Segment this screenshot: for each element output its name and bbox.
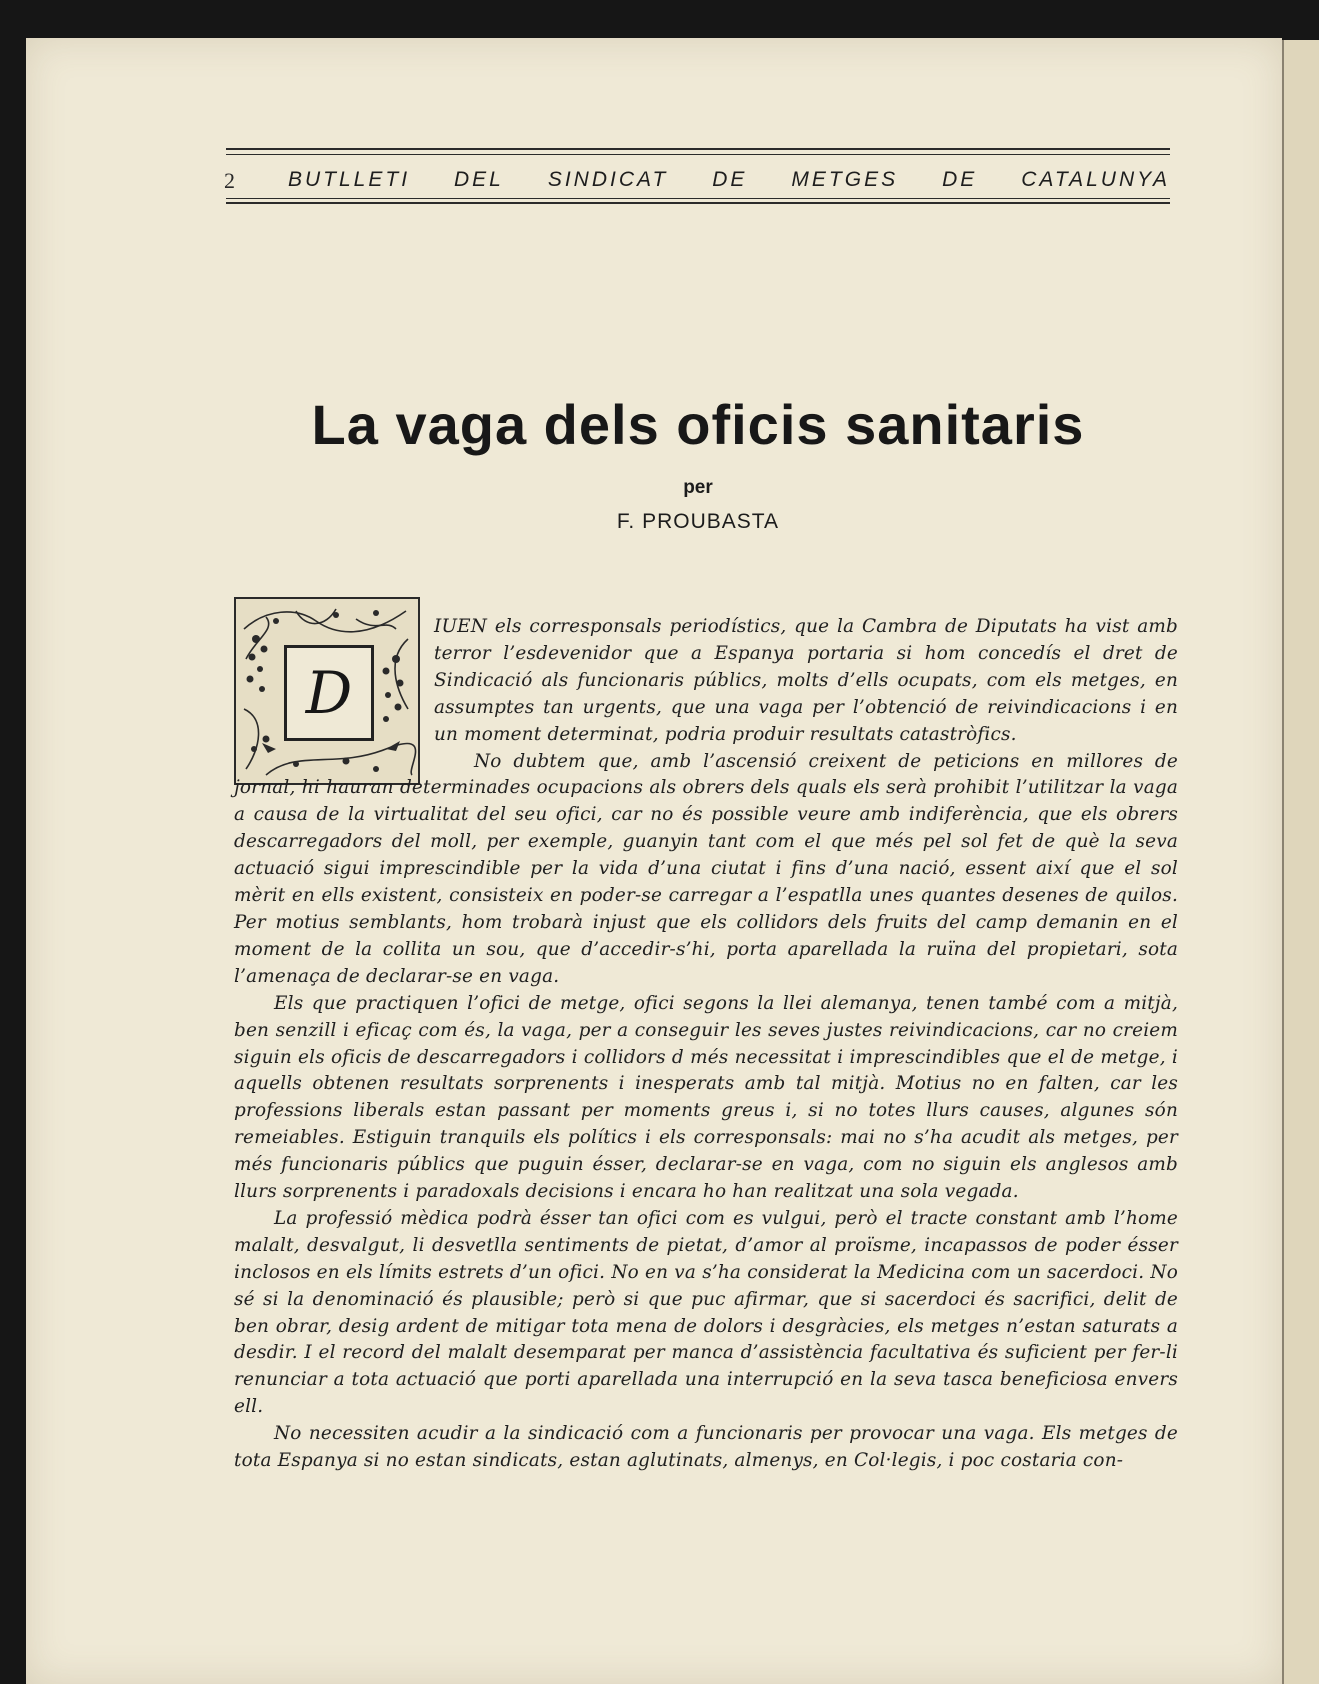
header-rule bbox=[226, 202, 1170, 204]
journal-title-word: DE bbox=[712, 168, 748, 191]
byline-prefix: per bbox=[683, 477, 713, 498]
next-page-edge bbox=[1282, 40, 1319, 1684]
author-name: F. PROUBASTA bbox=[616, 510, 780, 533]
drop-cap-letter: D bbox=[305, 659, 353, 727]
article-paragraph: IUEN els corresponsals periodístics, que la Cambra de Diputats ha vist amb terror l’esdevenidor que a Espanya portaria si hom concedís el dret de Sindicació als funcionaris públics, molts d’ells ocupats, com els metges, en assumptes tan urgents, que una vaga per l’obtenció de reivindicacions i en un moment determinat, podria produir resultats catastròfics. bbox=[434, 616, 1178, 745]
header-rule bbox=[226, 154, 1170, 155]
article-paragraph: No dubtem que, amb l’ascensió creixent de peticions en millores de jornal, hi hauran determinades ocupacions als obrers dels quals els serà prohibit l’utilitzar la vaga a causa de la virtualitat del seu ofici, car no és possible veure amb indiferència, que els obrers descarregadors del moll, per exemple, guanyin tant com el que més pel sol fet de què la seva actuació sigui imprescindible per la vida d’una ciutat i fins d’una nació, essent així que el sol mèrit en ells existent, consisteix en poder-se carregar a l’espatlla unes quantes desenes de quilos. Per motius semblants, hom trobarà injust que els collidors dels fruits del camp demanin en el moment de la collita un sou, que d’accedir-s’hi, porta aparellada la ruïna del propietari, sota l’amenaça de declarar-se en vaga. bbox=[234, 750, 1178, 987]
header-rule bbox=[226, 198, 1170, 199]
running-header bbox=[226, 148, 1170, 206]
header-rule bbox=[226, 148, 1170, 150]
article-paragraph: Els que practiquen l’ofici de metge, ofici segons la llei alemanya, tenen també com a mitjà, ben senzill i eficaç com és, la vaga, per a conseguir les seves justes reivindicacions, car no creiem siguin els oficis de descarregadors i collidors d més necessitat i imprescindibles que el de metge, i aquells obtenen resultats sorprenents i inesperats amb tal mitjà. Motius no en falten, car les professions liberals estan passant per moments greus i, si no totes llurs causes, algunes són remeiables. Estiguin tranquils els polítics i els corresponsals: mai no s’ha acudit als metges, per més funcionaris públics que puguin ésser, declarar-se en vaga, com no siguin els anglesos amb llurs sorprenents i paradoxals decisions i encara ho han realitzat una sola vegada. bbox=[234, 992, 1178, 1203]
journal-title-word: DE bbox=[942, 168, 978, 191]
article-title: La vaga dels oficis sanitaris bbox=[311, 393, 1085, 456]
journal-title-word: SINDICAT bbox=[547, 168, 669, 191]
page-number: 2 bbox=[224, 168, 235, 193]
article-paragraph: La professió mèdica podrà ésser tan ofici com es vulgui, però el tracte constant amb l’home malalt, desvalgut, li desvetlla sentiments de pietat, d’amor al proïsme, incapassos de poder ésser inclosos en els límits estrets d’un ofici. No en va s’ha considerat la Medicina com un sacerdoci. No sé si la denominació és plausible; però si que puc afirmar, que si sacerdoci és sacrifici, delit de ben obrar, desig ardent de mitigar tota mena de dolors i desgràcies, els metges n’estan saturats a desdir. I el record del malalt desemparat per manca d’assistència facultativa és suficient per fer-li renunciar a tota actuació que porti aparellada una interrupció en la seva tasca beneficiosa envers ell. bbox=[234, 1207, 1178, 1418]
drop-cap-spacer bbox=[234, 614, 434, 774]
article-body bbox=[234, 614, 1178, 1475]
journal-title bbox=[288, 168, 1170, 192]
article-paragraph: No necessiten acudir a la sindicació com a funcionaris per provocar una vaga. Els metges de tota Espanya si no estan sindicats, estan aglutinats, almenys, en Col·legis, i poc costaria con- bbox=[234, 1423, 1178, 1472]
journal-title-word: CATALUNYA bbox=[1021, 168, 1170, 191]
journal-title-word: DEL bbox=[454, 168, 504, 191]
journal-title-word: BUTLLETI bbox=[288, 168, 411, 191]
journal-title-word: METGES bbox=[791, 168, 899, 191]
